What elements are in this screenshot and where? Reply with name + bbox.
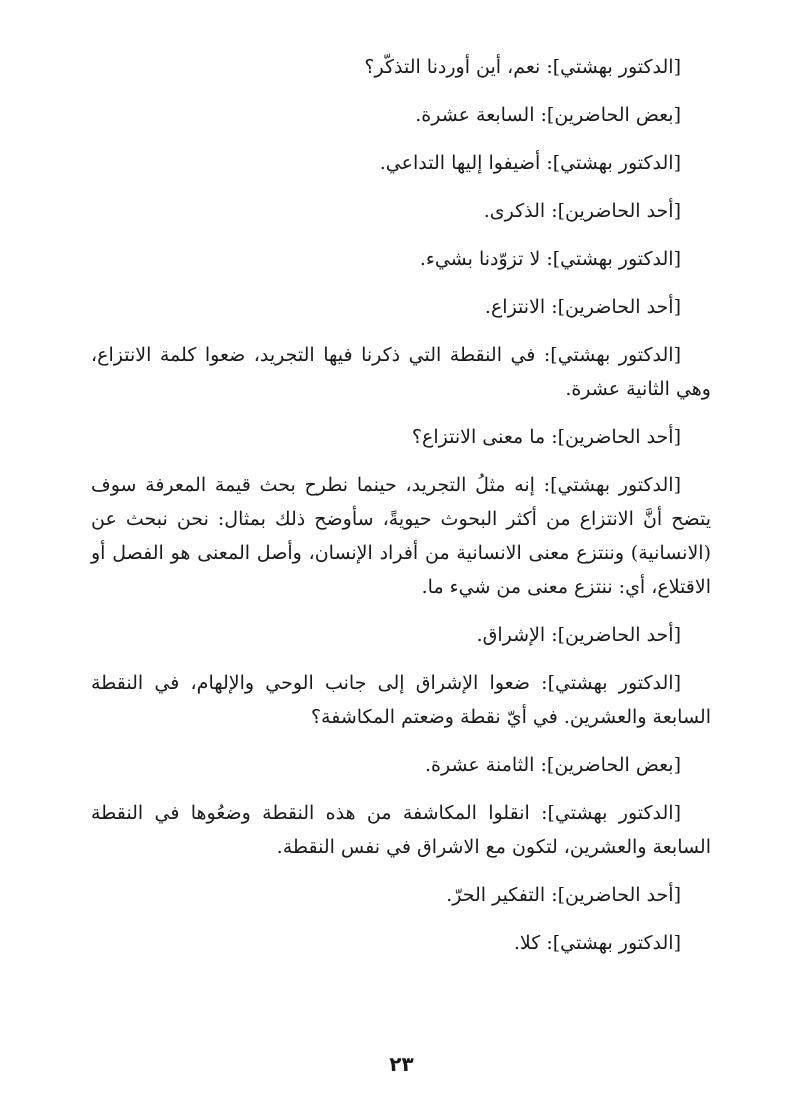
dialogue-line: [الدكتور بهشتي]: أضيفوا إليها التداعي. bbox=[379, 152, 681, 174]
dialogue-line: [بعض الحاضرين]: السابعة عشرة. bbox=[415, 104, 681, 126]
page-number: ٢٣ bbox=[389, 1052, 414, 1076]
dialogue-line: [بعض الحاضرين]: الثامنة عشرة. bbox=[424, 754, 681, 776]
dialogue-line: [الدكتور بهشتي]: كلا. bbox=[513, 932, 681, 954]
dialogue-line: [أحد الحاضرين]: الانتزاع. bbox=[484, 296, 681, 318]
dialogue-line: [الدكتور بهشتي]: ضعوا الإشراق إلى جانب الوحي والإلهام، في النقطة السابعة والعشرين. في أيّ نقطة وضعتم المكاشفة؟ bbox=[91, 672, 711, 728]
dialogue-line: [أحد الحاضرين]: الإشراق. bbox=[476, 624, 681, 646]
dialogue-line: [أحد الحاضرين]: التفكير الحرّ. bbox=[446, 884, 681, 906]
dialogue-line: [الدكتور بهشتي]: لا تزوّدنا بشيء. bbox=[419, 248, 681, 270]
dialogue-line: [الدكتور بهشتي]: في النقطة التي ذكرنا فيها التجريد، ضعوا كلمة الانتزاع، وهي الثانية عشرة. bbox=[91, 344, 711, 400]
dialogue-line: [الدكتور بهشتي]: نعم، أين أوردنا التذكّر؟ bbox=[364, 56, 681, 78]
dialogue-line: [أحد الحاضرين]: الذكرى. bbox=[483, 200, 681, 222]
dialogue-line: [الدكتور بهشتي]: انقلوا المكاشفة من هذه النقطة وضعُوها في النقطة السابعة والعشرين، لتكون مع الاشراق في نفس النقطة. bbox=[91, 802, 711, 858]
page-body bbox=[91, 50, 711, 974]
dialogue-line: [الدكتور بهشتي]: إنه مثلُ التجريد، حينما نطرح بحث قيمة المعرفة سوف يتضح أنَّ الانتزاع من أكثر البحوث حيويةً، سأوضح ذلك بمثال: نحن نبحث عن (الانسانية) وننتزع معنى الانسانية من أفراد الإنسان، وأصل المعنى هو الفصل أو الاقتلاع، أي: ننتزع معنى من شيء ما. bbox=[91, 474, 711, 598]
dialogue-line: [أحد الحاضرين]: ما معنى الانتزاع؟ bbox=[411, 426, 681, 448]
